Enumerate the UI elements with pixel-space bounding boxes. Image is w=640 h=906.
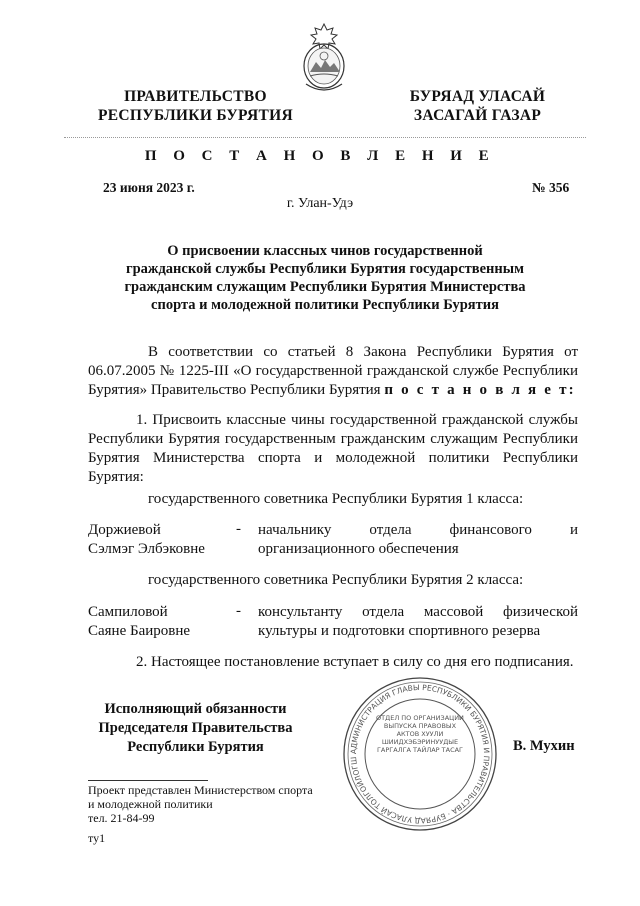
appointee-surname: Сампиловой xyxy=(88,604,168,620)
header-right-line1: БУРЯАД УЛАСАЙ xyxy=(409,88,546,105)
dash-separator: - xyxy=(236,603,241,619)
signatory-title-line: Республики Бурятия xyxy=(127,739,264,755)
resolves-word: п о с т а н о в л я е т: xyxy=(384,382,576,398)
appointee-given-name: Сэлмэг Элбэковне xyxy=(88,541,205,557)
seal-ring-text: АДМИНИСТРАЦИЯ ГЛАВЫ РЕСПУБЛИКИ БУРЯТИЯ И ПРАВИТЕЛЬСТВА · БУРЯАД УЛАСАЙ ТОЛГОЙЛОГШ xyxy=(348,682,492,826)
signatory-title xyxy=(88,700,303,757)
document-number: № 356 xyxy=(532,180,570,195)
grade-heading: государственного советника Республики Бурятия 1 класса: xyxy=(148,491,524,507)
appointee-position: начальнику отдела финансового и организационного обеспечения xyxy=(258,522,578,557)
preamble-paragraph xyxy=(88,343,578,400)
header-government xyxy=(88,87,303,125)
footer-note xyxy=(88,783,358,825)
header-left-line1: ПРАВИТЕЛЬСТВО xyxy=(124,88,267,105)
document-city: г. Улан-Удэ xyxy=(286,196,354,211)
preamble-text: В соответствии со статьей 8 Закона Республики Бурятия от 06.07.2005 № 1225-III «О государственной гражданской службе Республики Бурятия» Правительство Республики Бурятия xyxy=(88,344,578,398)
appointee-name xyxy=(88,603,228,641)
executor-initials: ту1 xyxy=(88,831,106,845)
signatory-title-line: Исполняющий обязанности xyxy=(104,701,287,717)
subject-line: спорта и молодежной политики Республики Бурятия xyxy=(151,297,499,313)
document-date: 23 июня 2023 г. xyxy=(103,180,195,195)
subject-line: О присвоении классных чинов государственной xyxy=(167,243,483,259)
grade-heading: государственного советника Республики Бурятия 2 класса: xyxy=(148,572,524,588)
subject-line: гражданской службы Республики Бурятия государственным xyxy=(126,261,524,277)
header-right-line2: ЗАСАГАЙ ГАЗАР xyxy=(413,107,542,124)
item-1-paragraph: 1. Присвоить классные чины государственной гражданской службы Республики Бурятия государственным гражданским служащим Республики Бурятия Министерства спорта и молодежной политики Республики Бурятия: xyxy=(88,412,578,485)
document-type: П О С Т А Н О В Л Е Н И Е xyxy=(144,148,496,164)
subject-line: гражданским служащим Республики Бурятия Министерства xyxy=(124,279,526,295)
appointee-position: консультанту отдела массовой физической культуры и подготовки спортивного резерва xyxy=(258,604,578,639)
footer-line: и молодежной политики xyxy=(88,797,213,811)
signatory-title-line: Председателя Правительства xyxy=(98,720,293,736)
appointee-name xyxy=(88,521,228,559)
item-2-paragraph: 2. Настоящее постановление вступает в силу со дня его подписания. xyxy=(136,654,574,670)
appointee-surname: Доржиевой xyxy=(88,522,161,538)
document-subject xyxy=(120,242,530,314)
header-divider xyxy=(64,137,586,138)
seal-center-text: ОТДЕЛ ПО ОРГАНИЗАЦИИ ВЫПУСКА ПРАВОВЫХ АКТОВ ХУУЛИ ШИИДХЭБЭРИНУУДЫЕ ГАРГАЛГА ТАЙЛАР ТАСАГ xyxy=(376,714,464,754)
footer-line: Проект представлен Министерством спорта xyxy=(88,783,313,797)
dash-separator: - xyxy=(236,521,241,537)
header-left-line2: РЕСПУБЛИКИ БУРЯТИЯ xyxy=(97,107,294,124)
header-government-buryat xyxy=(390,87,565,125)
footer-phone: тел. 21-84-99 xyxy=(88,811,155,825)
official-seal xyxy=(340,674,500,834)
coat-of-arms-icon xyxy=(300,20,348,100)
signatory-name: В. Мухин xyxy=(513,738,575,754)
footer-divider xyxy=(88,780,208,781)
appointee-given-name: Саяне Баировне xyxy=(88,623,191,639)
